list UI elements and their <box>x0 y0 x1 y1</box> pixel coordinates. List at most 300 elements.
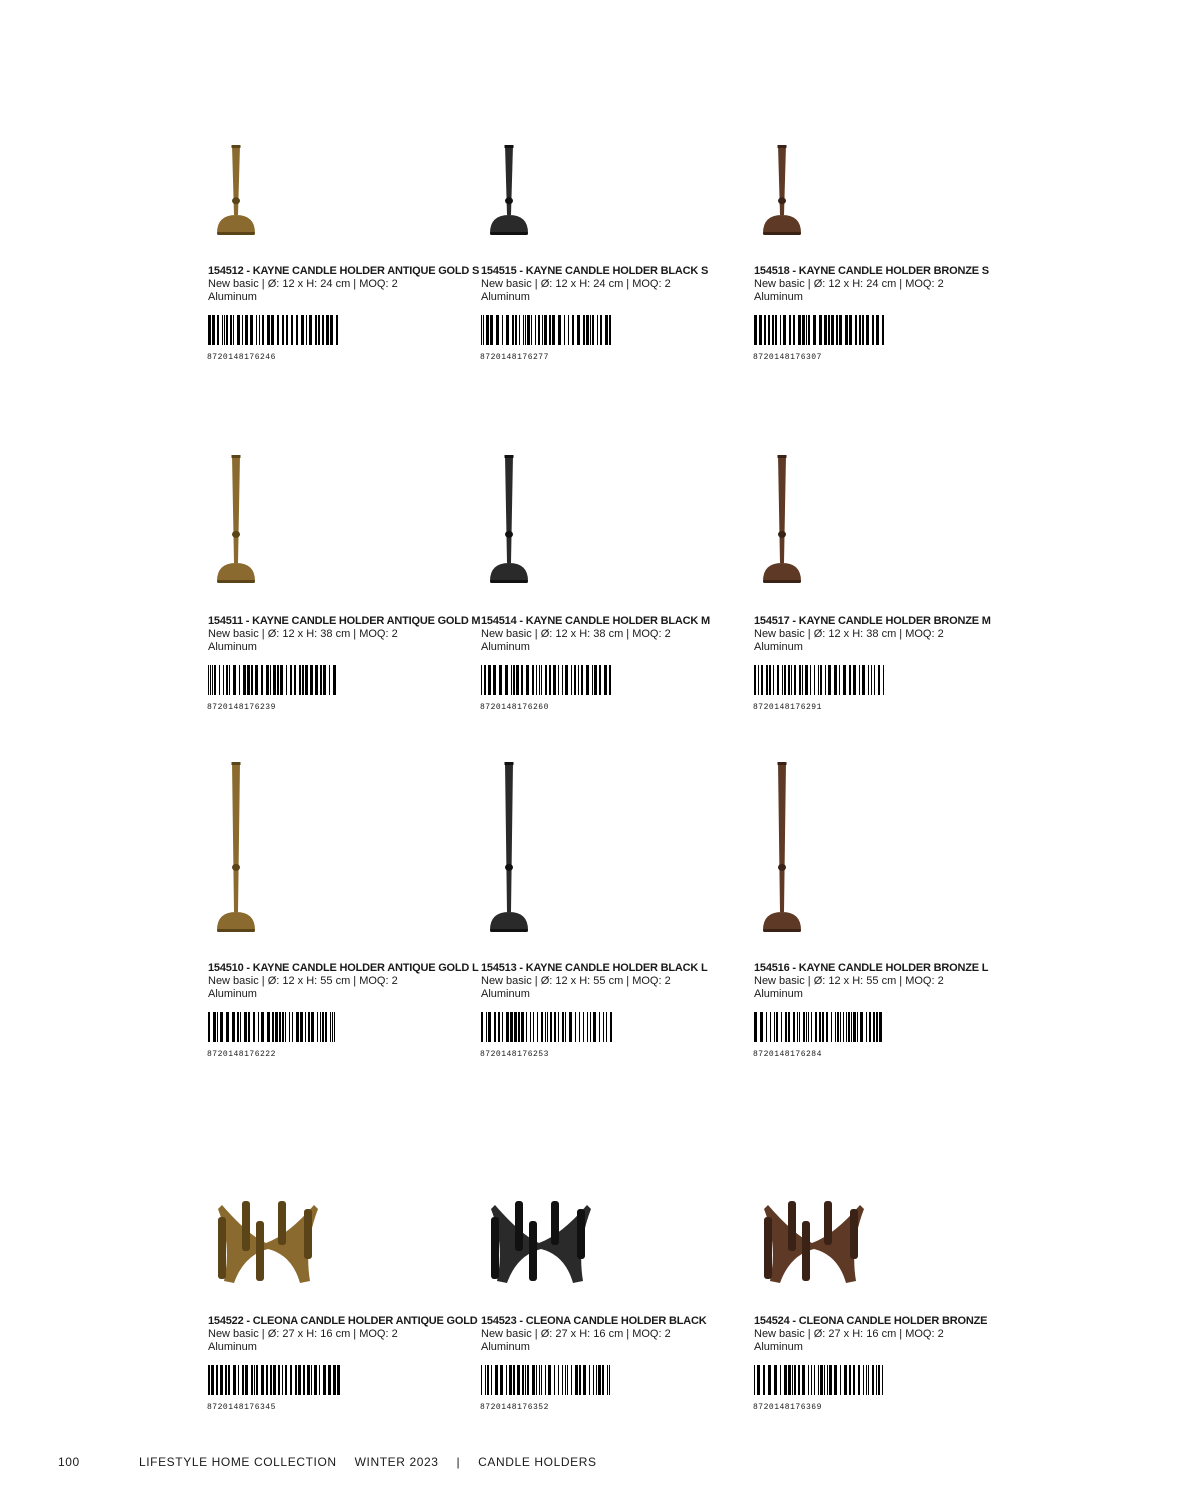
barcode-bar <box>526 665 529 695</box>
ean-number: 8720148176260 <box>480 703 549 712</box>
barcode-bar <box>253 1012 255 1042</box>
barcode-bar <box>818 1365 819 1395</box>
barcode-bar <box>839 665 840 695</box>
barcode-bar <box>323 665 326 695</box>
ean-number: 8720148176222 <box>207 1050 276 1059</box>
barcode-bar <box>266 665 269 695</box>
barcode-bar <box>820 665 822 695</box>
barcode-bar <box>233 315 234 345</box>
barcode-bar <box>562 1012 564 1042</box>
barcode-bar <box>289 1012 290 1042</box>
barcode-bar <box>789 315 791 345</box>
barcode-bar <box>568 315 569 345</box>
barcode-bar <box>759 315 762 345</box>
page-number: 100 <box>58 1455 80 1469</box>
barcode-bar <box>511 665 512 695</box>
product-material: Aluminum <box>481 641 530 653</box>
barcode-bar <box>879 1012 882 1042</box>
barcode-bar <box>323 1365 326 1395</box>
product-spec: New basic | Ø: 27 x H: 16 cm | MOQ: 2 <box>754 1328 944 1340</box>
barcode <box>481 665 613 695</box>
barcode-bar <box>862 665 865 695</box>
barcode <box>208 665 340 695</box>
barcode-bar <box>538 315 540 345</box>
candle-cup <box>505 455 514 458</box>
barcode-bar <box>259 315 260 345</box>
barcode-bar <box>549 315 551 345</box>
barcode-bar <box>840 1012 841 1042</box>
barcode-bar <box>320 1012 321 1042</box>
barcode-bar <box>502 315 503 345</box>
product-image <box>754 145 874 235</box>
product-title: 154513 - KAYNE CANDLE HOLDER BLACK L <box>481 962 708 974</box>
barcode-bar <box>572 315 574 345</box>
barcode-bar <box>261 1012 264 1042</box>
barcode-bar <box>851 1012 852 1042</box>
barcode-bar <box>769 665 771 695</box>
product-code: 154516 <box>754 962 790 974</box>
product-image <box>754 762 874 932</box>
product-image <box>481 455 601 583</box>
barcode-bar <box>831 1012 832 1042</box>
candle-stem <box>778 762 786 912</box>
barcode-bar <box>212 665 213 695</box>
barcode-bar <box>296 315 298 345</box>
barcode-bar <box>805 665 808 695</box>
barcode-bar <box>882 1365 883 1395</box>
holder-arm <box>278 1201 286 1245</box>
season-label: WINTER 2023 <box>354 1455 439 1469</box>
barcode-bar <box>303 1365 305 1395</box>
barcode-bar <box>554 1012 556 1042</box>
barcode-bar <box>278 1365 280 1395</box>
barcode-bar <box>766 1012 767 1042</box>
dome-base <box>490 912 528 930</box>
barcode-bar <box>499 665 502 695</box>
barcode-bar <box>590 315 591 345</box>
barcode-bar <box>604 665 607 695</box>
barcode-bar <box>545 1012 546 1042</box>
barcode-bar <box>754 1365 755 1395</box>
barcode-bar <box>837 1012 839 1042</box>
base-rim <box>490 232 528 235</box>
barcode-bar <box>261 1365 264 1395</box>
barcode-bar <box>794 665 796 695</box>
barcode-bar <box>539 1365 540 1395</box>
barcode-bar <box>589 1365 590 1395</box>
barcode-bar <box>849 665 851 695</box>
barcode-bar <box>599 665 601 695</box>
barcode-bar <box>596 1365 597 1395</box>
barcode-bar <box>866 1365 867 1395</box>
base-rim <box>763 232 801 235</box>
barcode-bar <box>871 665 872 695</box>
holder-arm <box>242 1201 250 1251</box>
ean-number: 8720148176352 <box>480 1403 549 1412</box>
ean-number: 8720148176369 <box>753 1403 822 1412</box>
product-spec: New basic | Ø: 12 x H: 24 cm | MOQ: 2 <box>208 278 398 290</box>
barcode-bar <box>298 1365 301 1395</box>
barcode-bar <box>244 1012 247 1042</box>
barcode-bar <box>311 1012 314 1042</box>
product-spec: New basic | Ø: 12 x H: 38 cm | MOQ: 2 <box>481 628 671 640</box>
product-spec: New basic | Ø: 27 x H: 16 cm | MOQ: 2 <box>481 1328 671 1340</box>
barcode-bar <box>788 665 790 695</box>
barcode-bar <box>574 665 576 695</box>
product-name: KAYNE CANDLE HOLDER BRONZE S <box>798 265 989 277</box>
barcode-bar <box>878 665 880 695</box>
barcode-bar <box>547 1012 548 1042</box>
barcode-bar <box>558 1012 559 1042</box>
barcode-bar <box>239 665 240 695</box>
product-code: 154522 <box>208 1315 244 1327</box>
barcode-bar <box>808 315 810 345</box>
dome-base <box>763 563 801 581</box>
product-name: CLEONA CANDLE HOLDER ANTIQUE GOLD <box>252 1315 478 1327</box>
barcode-bar <box>768 315 770 345</box>
barcode-bar <box>496 315 499 345</box>
barcode-bar <box>525 1365 526 1395</box>
product-material: Aluminum <box>208 641 257 653</box>
barcode-bar <box>270 665 271 695</box>
barcode-bar <box>506 1365 507 1395</box>
barcode-bar <box>228 1365 230 1395</box>
barcode-bar <box>780 1365 781 1395</box>
barcode <box>481 315 613 345</box>
barcode-bar <box>840 1365 841 1395</box>
barcode-bar <box>481 1365 482 1395</box>
product-image <box>208 145 328 235</box>
barcode-bar <box>273 665 276 695</box>
barcode <box>754 315 886 345</box>
barcode-bar <box>782 665 783 695</box>
barcode-bar <box>866 315 869 345</box>
barcode-bar <box>521 1012 524 1042</box>
barcode-bar <box>834 1365 837 1395</box>
barcode-bar <box>846 1012 847 1042</box>
barcode-bar <box>593 1365 594 1395</box>
barcode-bar <box>811 1365 812 1395</box>
barcode-bar <box>793 315 795 345</box>
barcode-bar <box>251 1365 253 1395</box>
barcode-bar <box>295 1365 297 1395</box>
barcode-bar <box>300 1012 303 1042</box>
ean-number: 8720148176277 <box>480 353 549 362</box>
barcode-bar <box>240 1012 241 1042</box>
barcode-bar <box>569 1012 572 1042</box>
holder-arm <box>515 1201 523 1251</box>
barcode-bar <box>493 665 496 695</box>
barcode-bar <box>290 665 292 695</box>
barcode-bar <box>315 665 318 695</box>
barcode-bar <box>844 1365 847 1395</box>
product-name: KAYNE CANDLE HOLDER BLACK S <box>525 265 709 277</box>
barcode-bar <box>797 1012 798 1042</box>
holder-arm <box>256 1221 264 1281</box>
barcode-bar <box>575 1012 576 1042</box>
candle-stem <box>232 762 240 912</box>
product-name: KAYNE CANDLE HOLDER BRONZE M <box>798 615 991 627</box>
barcode-bar <box>882 315 884 345</box>
barcode-bar <box>536 1365 537 1395</box>
product-material: Aluminum <box>481 988 530 1000</box>
barcode-bar <box>487 1365 489 1395</box>
barcode-bar <box>792 1365 793 1395</box>
product-material: Aluminum <box>754 1341 803 1353</box>
barcode-bar <box>757 1365 760 1395</box>
barcode-bar <box>220 1012 223 1042</box>
barcode-bar <box>519 315 520 345</box>
barcode-bar <box>217 1012 218 1042</box>
barcode-bar <box>855 315 857 345</box>
barcode-bar <box>315 315 317 345</box>
barcode-bar <box>808 1012 809 1042</box>
barcode-bar <box>320 665 322 695</box>
barcode-bar <box>506 1012 509 1042</box>
barcode-bar <box>301 315 304 345</box>
barcode-bar <box>481 665 482 695</box>
product-title: 154524 - CLEONA CANDLE HOLDER BRONZE <box>754 1315 988 1327</box>
product-name: KAYNE CANDLE HOLDER BLACK M <box>525 615 710 627</box>
barcode-bar <box>213 1012 216 1042</box>
barcode-bar <box>290 1365 292 1395</box>
barcode-bar <box>793 1012 795 1042</box>
barcode-bar <box>839 315 842 345</box>
product-name: KAYNE CANDLE HOLDER BLACK L <box>525 962 708 974</box>
barcode-bar <box>532 1365 535 1395</box>
barcode-bar <box>537 1012 538 1042</box>
dome-base <box>490 563 528 581</box>
barcode-bar <box>593 1012 596 1042</box>
barcode-bar <box>333 665 336 695</box>
barcode-bar <box>292 1012 293 1042</box>
barcode-bar <box>296 1012 299 1042</box>
barcode-bar <box>247 665 250 695</box>
barcode-bar <box>545 665 547 695</box>
barcode-bar <box>242 1365 244 1395</box>
base-rim <box>763 929 801 932</box>
barcode-bar <box>784 1365 787 1395</box>
base-rim <box>217 929 255 932</box>
barcode-bar <box>325 1012 327 1042</box>
dome-base <box>217 912 255 930</box>
barcode-bar <box>223 665 224 695</box>
barcode-bar <box>305 1012 306 1042</box>
barcode-bar <box>517 1365 520 1395</box>
barcode-bar <box>251 665 253 695</box>
barcode-bar <box>609 665 611 695</box>
product-code: 154523 <box>481 1315 517 1327</box>
barcode-bar <box>597 315 598 345</box>
barcode-bar <box>781 1012 782 1042</box>
product-code: 154511 <box>208 615 243 627</box>
barcode-bar <box>328 1365 331 1395</box>
barcode-bar <box>527 315 530 345</box>
barcode-bar <box>226 315 228 345</box>
barcode-bar <box>272 1012 274 1042</box>
barcode-bar <box>610 1012 612 1042</box>
barcode-bar <box>599 1012 600 1042</box>
holder-arm <box>788 1201 796 1251</box>
barcode-bar <box>806 1012 807 1042</box>
candle-cup <box>505 145 514 148</box>
barcode-bar <box>322 1012 324 1042</box>
base-rim <box>217 232 255 235</box>
barcode-bar <box>275 1012 278 1042</box>
barcode-bar <box>309 315 312 345</box>
barcode-bar <box>828 315 830 345</box>
barcode-bar <box>542 315 543 345</box>
barcode-bar <box>822 1012 824 1042</box>
barcode-bar <box>872 1365 874 1395</box>
barcode-bar <box>567 1365 568 1395</box>
product-title: 154515 - KAYNE CANDLE HOLDER BLACK S <box>481 265 709 277</box>
candle-cup <box>778 145 787 148</box>
barcode-bar <box>760 1012 763 1042</box>
barcode-bar <box>577 315 580 345</box>
barcode-bar <box>532 665 534 695</box>
barcode-bar <box>245 1365 248 1395</box>
barcode-bar <box>226 1012 229 1042</box>
product-image <box>481 1195 601 1285</box>
barcode-bar <box>774 1012 775 1042</box>
product-material: Aluminum <box>481 291 530 303</box>
candle-stem <box>232 145 240 215</box>
holder-arm <box>551 1201 559 1245</box>
barcode-bar <box>286 665 287 695</box>
barcode <box>208 315 340 345</box>
stem-knob <box>505 197 513 204</box>
barcode-bar <box>533 1012 534 1042</box>
barcode-bar <box>225 1365 227 1395</box>
page-footer <box>58 1455 597 1469</box>
barcode-bar <box>306 315 307 345</box>
barcode-bar <box>575 1365 578 1395</box>
barcode-bar <box>224 315 225 345</box>
barcode-bar <box>509 1365 512 1395</box>
barcode-bar <box>539 665 540 695</box>
barcode-bar <box>319 1365 320 1395</box>
product-code: 154512 <box>208 265 244 277</box>
base-rim <box>217 580 255 583</box>
barcode-bar <box>544 315 547 345</box>
barcode-bar <box>783 315 786 345</box>
barcode-bar <box>565 1365 566 1395</box>
barcode-bar <box>784 665 786 695</box>
holder-arm <box>850 1209 858 1259</box>
barcode-bar <box>522 1365 524 1395</box>
barcode-bar <box>813 315 816 345</box>
barcode-bar <box>308 1012 310 1042</box>
barcode-bar <box>605 315 608 345</box>
barcode-bar <box>581 665 583 695</box>
barcode-bar <box>818 665 819 695</box>
barcode-bar <box>485 1365 486 1395</box>
barcode-bar <box>754 665 756 695</box>
barcode-bar <box>317 1012 318 1042</box>
candle-cup <box>778 762 787 765</box>
holder-body <box>218 1205 318 1283</box>
product-spec: New basic | Ø: 12 x H: 24 cm | MOQ: 2 <box>481 278 671 290</box>
product-title: 154523 - CLEONA CANDLE HOLDER BLACK <box>481 1315 707 1327</box>
barcode-bar <box>808 1365 809 1395</box>
product-image <box>754 455 874 583</box>
barcode-bar <box>571 665 572 695</box>
barcode-bar <box>333 1365 336 1395</box>
barcode-bar <box>305 665 308 695</box>
barcode-bar <box>824 1365 825 1395</box>
stem-knob <box>778 531 786 538</box>
barcode-bar <box>299 665 301 695</box>
holder-arm <box>218 1217 226 1279</box>
barcode-bar <box>490 315 493 345</box>
barcode-bar <box>514 1012 517 1042</box>
product-name: CLEONA CANDLE HOLDER BLACK <box>525 1315 707 1327</box>
barcode-bar <box>483 315 484 345</box>
barcode-bar <box>868 1365 869 1395</box>
barcode-bar <box>521 665 523 695</box>
barcode-bar <box>332 1012 333 1042</box>
barcode-bar <box>558 315 561 345</box>
candle-cup <box>232 762 241 765</box>
barcode-bar <box>210 665 211 695</box>
barcode-bar <box>586 315 589 345</box>
barcode-bar <box>571 1365 572 1395</box>
barcode-bar <box>248 1012 250 1042</box>
barcode-bar <box>552 315 555 345</box>
barcode-bar <box>859 665 860 695</box>
barcode-bar <box>863 1365 864 1395</box>
footer-separator: | <box>456 1455 461 1469</box>
barcode-bar <box>282 315 284 345</box>
barcode-bar <box>810 665 811 695</box>
holder-body <box>491 1205 591 1283</box>
barcode-bar <box>774 1365 777 1395</box>
barcode-bar <box>334 1012 335 1042</box>
barcode-bar <box>486 315 489 345</box>
barcode-bar <box>798 315 801 345</box>
barcode-bar <box>565 665 568 695</box>
barcode-bar <box>772 315 774 345</box>
product-image <box>481 145 601 235</box>
barcode-bar <box>307 1365 310 1395</box>
barcode-bar <box>754 1012 757 1042</box>
barcode-bar <box>220 1365 223 1395</box>
barcode-bar <box>277 665 279 695</box>
barcode-bar <box>815 1012 817 1042</box>
barcode-bar <box>502 1012 503 1042</box>
barcode-bar <box>216 1365 218 1395</box>
barcode-bar <box>326 315 329 345</box>
barcode-bar <box>488 665 491 695</box>
barcode-bar <box>536 665 537 695</box>
barcode <box>481 1365 613 1395</box>
barcode-bar <box>484 665 486 695</box>
barcode-bar <box>232 1012 235 1042</box>
product-title: 154511 - KAYNE CANDLE HOLDER ANTIQUE GOLD M <box>208 615 481 627</box>
product-name: KAYNE CANDLE HOLDER ANTIQUE GOLD M <box>252 615 481 627</box>
barcode-bar <box>594 665 597 695</box>
barcode-bar <box>535 315 536 345</box>
stem-knob <box>505 864 513 871</box>
barcode-bar <box>831 315 834 345</box>
barcode-bar <box>513 665 515 695</box>
barcode-bar <box>857 1012 858 1042</box>
barcode-bar <box>609 1365 610 1395</box>
barcode-bar <box>773 665 774 695</box>
barcode-bar <box>498 1012 500 1042</box>
product-title: 154512 - KAYNE CANDLE HOLDER ANTIQUE GOLD S <box>208 265 480 277</box>
